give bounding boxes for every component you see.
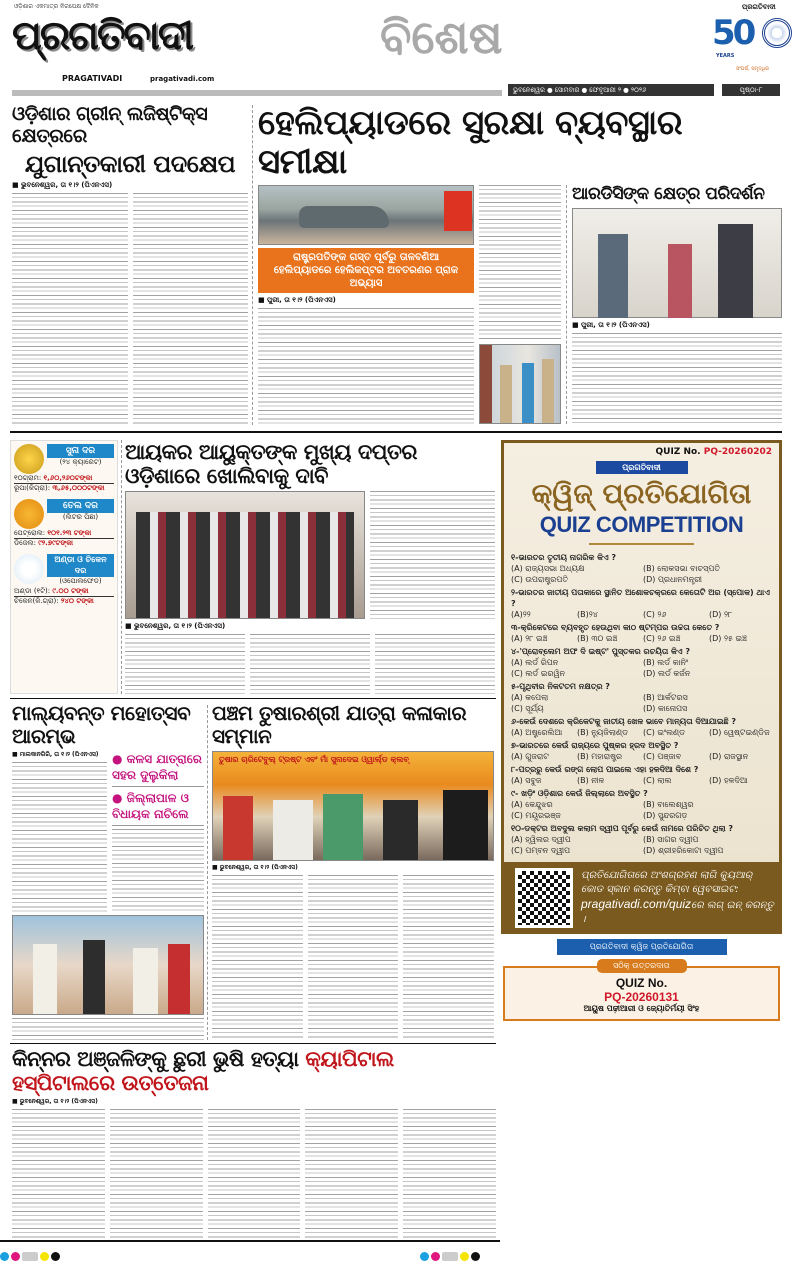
question-text: ୪-'ପ୍ରୋବ୍ଲେମ ଅଫ ଦି ଇଷ୍ଟ' ପୁସ୍ତକର ରଚୟିତା କିଏ ?	[511, 646, 690, 656]
question-text: ୧-ଭାରତର ତୃତୀୟ ନାଗରିକ କିଏ ?	[511, 552, 617, 562]
quiz-option: (D) ୨୫ ଇଞ୍ଚ	[709, 633, 747, 643]
registration-marks	[0, 1246, 62, 1265]
logo-en: PRAGATIVADI	[62, 74, 123, 83]
logo[interactable]: ପ୍ରଗତିବାଦୀ	[12, 13, 193, 59]
headline: ଯୁଗାନ୍ତକାରୀ ପଦକ୍ଷେପ	[24, 149, 236, 178]
dateline: ■ ପୁରୀ, ତା ୧।୨ (ପିଏନଏସ)	[258, 296, 336, 305]
story-tusharashree	[212, 702, 494, 1040]
quiz-option: (D) କାନୋପସ	[643, 703, 688, 713]
story-green-logistics	[12, 104, 248, 424]
headline: ଆରଡିସିଙ୍କ କ୍ଷେତ୍ର ପରିଦର୍ଶନ	[572, 184, 765, 205]
quiz-ribbon: ପ୍ରଗତିବାଦୀ	[596, 461, 688, 474]
quiz-option: (C) ପମ୍ବନ ଦ୍ୱୀପ	[511, 845, 571, 855]
quiz-option: (B) ଆର୍କଟରସ	[643, 692, 688, 702]
quiz-option: (A) ହ୍ୱିଲର ଦ୍ୱୀପ	[511, 834, 571, 844]
quiz-option: (D) ଶ୍ରୀହରିକୋଟା ଦ୍ୱୀପ	[643, 845, 724, 855]
headline: ମାଲ୍ୟବନ୍ତ ମହୋତ୍ସବ ଆରମ୍ଭ	[12, 701, 191, 748]
quiz-question	[511, 681, 772, 714]
oil-price: ତେଲ ଦର (ଲିଟର ପିଛା) ପେଟ୍ରୋଲ: ୧୦୧.୨୩ ଟଙ୍କା ଡିଜେଲ: ୯୨.୭୯ଟଙ୍କା	[14, 499, 114, 549]
story-kinnar-murder	[12, 1047, 496, 1239]
quiz-option: (A) ରାଜ୍ୟସଭା ଅଧ୍ୟକ୍ଷ	[511, 563, 585, 573]
quiz-cta-bar: ପ୍ରତିଯୋଗିତାରେ ଅଂଶଗ୍ରହଣ ଲାଗି କ୍ୟୁଆର୍ କୋଡ ସ୍କାନ କରନ୍ତୁ କିମ୍ବା ୱେବସାଇଟ: pragativadi.com/quizରେ ଲଗ୍ ଇନ୍ କରନ୍ତୁ ।	[501, 862, 782, 934]
quiz-option: (D) ଲର୍ଡ କର୍ଜନ	[643, 668, 691, 678]
question-text: ୩-କ୍ରିକେଟରେ ବ୍ୟବହୃତ ହେଉଥିବା କାଠ ଷ୍ଟମ୍ପର ଉଚ୍ଚତା କେତେ ?	[511, 622, 720, 632]
helicopter-photo	[258, 185, 474, 245]
festival-photo	[12, 915, 204, 1015]
quiz-option: (C) ପଞ୍ଜାବ	[643, 751, 682, 761]
story-malyabanta	[12, 702, 204, 1040]
dateline: ■ ଭୁବନେଶ୍ୱର, ତା ୧।୨ (ପିଏନଏସ)	[12, 181, 113, 190]
dateline: ■ ଭୁବନେଶ୍ୱର, ତା ୧।୨ (ପିଏନଏସ)	[12, 1098, 98, 1106]
question-text: ୨-ଭାରତର ଜାତୀୟ ପତାକାରେ ସ୍ଥାନିତ ଅଶୋକଚକ୍ରରେ କେତୋଟି ଅର (ସ୍ପୋକ) ଥାଏ ?	[511, 587, 770, 608]
quiz-option: (C) ୨୬ ଇଞ୍ଚ	[643, 633, 681, 643]
quiz-option: (C) ମୟୂରଭଞ୍ଜ	[511, 810, 561, 820]
quiz-option: (C) ଇଂଲଣ୍ଡ	[643, 727, 686, 737]
quiz-option: (A) ୨୮ ଇଞ୍ଚ	[511, 633, 548, 643]
quiz-option: (B) ନୀଳ	[577, 775, 605, 785]
story-helipad-security	[258, 104, 782, 424]
dateline: ■ ଭୁବନେଶ୍ୱର, ତା ୧।୨ (ପିଏନଏସ)	[212, 864, 298, 871]
quiz-question	[511, 716, 772, 738]
dateline: ■ ପୁରୀ, ତା ୧।୨ (ପିଏନଏସ)	[572, 320, 650, 329]
story-income-tax	[125, 440, 495, 694]
masthead	[0, 0, 800, 98]
quiz-option: (D) ସୁନ୍ଦରଗଡ଼	[643, 810, 688, 820]
photo-caption: ରାଷ୍ଟ୍ରପତିଙ୍କ ଗସ୍ତ ପୂର୍ବରୁ ତାଳବଣିଆ ହେଲିପ୍ୟାଡରେ ହେଲିକପ୍ଟର ଅବତରଣର ପ୍ରାକ ଅଭ୍ୟାସ	[258, 248, 474, 293]
date-bar: ଭୁବନେଶ୍ୱର ● ସୋମବାର ● ଫେବୃଆରୀ ୨ ● ୨୦୨୬	[508, 84, 714, 96]
quiz-option: (B) ମହାରାଷ୍ଟ୍ର	[577, 751, 623, 761]
quiz-questions	[511, 552, 772, 858]
tagline: ଓଡ଼ିଶାର ଏକମାତ୍ର ନିରପେକ୍ଷ ଦୈନିକ	[14, 3, 99, 10]
quiz-title-en: QUIZ COMPETITION	[539, 512, 744, 538]
quiz-option: (B) ୩୦ ଇଞ୍ଚ	[577, 633, 618, 643]
question-text: ୬-କେଉଁ ଦେଶରେ କ୍ରିକେଟକୁ ଜାତୀୟ ଖେଳ ଭାବେ ମାନ୍ୟତା ଦିଆଯାଇଛି ?	[511, 716, 737, 726]
headline: ପଞ୍ଚମ ତୁଷାରଶ୍ରୀ ଯାତ୍ରା କଳାକାର ସମ୍ମାନ	[212, 701, 467, 748]
question-text: ୭-ଭାରତରେ କେଉଁ ରାଜ୍ୟରେ ପୁଷ୍କର ହ୍ରଦ ଅବସ୍ଥିତ ?	[511, 740, 679, 750]
quiz-question	[511, 788, 772, 821]
quiz-option: (A) କପେଲା	[511, 692, 549, 702]
chicken-icon	[14, 554, 44, 584]
quiz-option: (A) ଲର୍ଡ ରିପନ	[511, 657, 559, 667]
highlight-bullet: ● ଜିଲ୍ଲାପାଳ ଓ ବିଧାୟକ ନାଚିଲେ	[112, 790, 204, 826]
book-release-photo	[125, 491, 365, 619]
quiz-option: (D) ୱେଷ୍ଟଇଣ୍ଡିଜ	[709, 727, 770, 737]
price-box	[10, 440, 118, 694]
quiz-link[interactable]: pragativadi.com/quiz	[581, 896, 692, 911]
emblem-icon	[762, 18, 792, 48]
question-text: ୯- ଖଡ଼ିଂ ଓଡ଼ିଶାର କେଉଁ ଜିଲ୍ଲାରେ ଅବସ୍ଥିତ ?	[511, 788, 648, 798]
quiz-panel: QUIZ No. PQ-20260202 ପ୍ରଗତିବାଦୀ କ୍ୱିଜ୍ ପ୍ରତିଯୋଗିତା QUIZ COMPETITION ୧-ଭାରତର ତୃତୀୟ ନାଗରିକ କିଏ ? (A) ରାଜ୍ୟସଭା ଅଧ୍ୟକ୍ଷ (B) ଲୋକସଭା ବାଚସ୍ପତି (C) ଉପରାଷ୍ଟ୍ରପତି (D) ପ୍ରଧାନମନ୍ତ୍ରୀ ୨-ଭାରତର ଜାତୀୟ ପତାକାରେ ସ୍ଥାନିତ ଅଶୋକଚକ୍ରରେ କେତୋଟି ଅର (ସ୍ପୋକ) ଥାଏ ? (A)୨୨ (B)୨୪ (C) ୨୬ (D) ୨୮ ୩-କ୍ରିକେଟରେ ବ୍ୟବହୃତ ହେଉଥିବା କାଠ ଷ୍ଟମ୍ପର ଉଚ୍ଚତା କେତେ ? (A) ୨୮ ଇଞ୍ଚ (B) ୩୦ ଇଞ୍ଚ (C) ୨୬ ଇଞ୍ଚ (D) ୨୫ ଇଞ୍ଚ ୪-'ପ୍ରୋବ୍ଲେମ ଅଫ ଦି ଇଷ୍ଟ' ପୁସ୍ତକର ରଚୟିତା କିଏ ? (A) ଲର୍ଡ ରିପନ (B) ଲର୍ଡ କାନିଂ (C) ଲର୍ଡ ଇରୱିନ (D) ଲର୍ଡ କର୍ଜନ ୫-ପୃଥିବୀର ନିକଟତମ ନକ୍ଷତ୍ର ? (A) କପେଲା (B) ଆର୍କଟରସ (C) ସୂର୍ଯ୍ୟ (D) କାନୋପସ ୬-କେଉଁ ଦେଶରେ କ୍ରିକେଟକୁ ଜାତୀୟ ଖେଳ ଭାବେ ମାନ୍ୟତା ଦିଆଯାଇଛି ? (A) ଅଷ୍ଟ୍ରେଲିଆ (B) ନ୍ୟୁଜିଲାଣ୍ଡ (C) ଇଂଲଣ୍ଡ (D) ୱେଷ୍ଟଇଣ୍ଡିଜ ୭-ଭାରତରେ କେଉଁ ରାଜ୍ୟରେ ପୁଷ୍କର ହ୍ରଦ ଅବସ୍ଥିତ ? (A) ଗୁଜରାଟ (B) ମହାରାଷ୍ଟ୍ର (C) ପଞ୍ଜାବ (D) ରାଜସ୍ଥାନ ୮-ପତ୍ରରୁ କେଉଁ ରଙ୍ଗ ଲୋପ ପାଇଲେ ଏହା ହଳଦିଆ ଦିଶେ ? (A) ସବୁଜ (B) ନୀଳ (C) ଲାଲ (D) ହଳଦିଆ ୯- ଖଡ଼ିଂ ଓଡ଼ିଶାର କେଉଁ ଜିଲ୍ଲାରେ ଅବସ୍ଥିତ ? (A) କେନ୍ଦୁଝର (B) ବାଲେଶ୍ୱର (C) ମୟୂରଭଞ୍ଜ (D) ସୁନ୍ଦରଗଡ଼ ୧୦-ଡକ୍ଟର ଅବଦୁଲ କଲାମ ଦ୍ୱୀପ ପୂର୍ବରୁ କେଉଁ ନାମରେ ପରିଚିତ ଥିଲା ? (A) ହ୍ୱିଲର ଦ୍ୱୀପ (B) ସାଗର ଦ୍ୱୀପ (C) ପମ୍ବନ ଦ୍ୱୀପ (D) ଶ୍ରୀହରିକୋଟା ଦ୍ୱୀପ	[501, 440, 782, 862]
quiz-option: (A) ଗୁଜରାଟ	[511, 751, 549, 761]
quiz-question	[511, 740, 772, 762]
page-number: ପୃଷ୍ଠା-୮	[722, 84, 780, 96]
quiz-option: (B) ଲର୍ଡ କାନିଂ	[643, 657, 689, 667]
quiz-option: (C) ଲାଲ	[643, 775, 672, 785]
question-text: ୫-ପୃଥିବୀର ନିକଟତମ ନକ୍ଷତ୍ର ?	[511, 681, 610, 691]
headline: ଆୟକର ଆୟୁକ୍ତଙ୍କ ମୁଖ୍ୟ ଦପ୍ତର ଓଡ଼ିଶାରେ ଖୋଲିବାକୁ ଦାବି	[125, 440, 417, 489]
headline: ହେଲିପ୍ୟାଡରେ ସୁରକ୍ଷା ବ୍ୟବସ୍ଥାର ସମୀକ୍ଷା	[258, 103, 683, 183]
quiz-option: (B) ସାଗର ଦ୍ୱୀପ	[643, 834, 699, 844]
headline: ଓଡ଼ିଶାର ଗ୍ରୀନ୍ ଲଜିଷ୍ଟିକ୍ସ କ୍ଷେତ୍ରରେ	[12, 103, 208, 147]
question-text: ୧୦-ଡକ୍ଟର ଅବଦୁଲ କଲାମ ଦ୍ୱୀପ ପୂର୍ବରୁ କେଉଁ ନାମରେ ପରିଚିତ ଥିଲା ?	[511, 823, 734, 833]
dateline: ■ ଭୁବନେଶ୍ୱର, ତା ୧।୨ (ପିଏନଏସ)	[125, 621, 226, 630]
quiz-question	[511, 552, 772, 585]
quiz-option: (C) ୨୬	[643, 609, 667, 619]
question-text: ୮-ପତ୍ରରୁ କେଉଁ ରଙ୍ଗ ଲୋପ ପାଇଲେ ଏହା ହଳଦିଆ ଦିଶେ ?	[511, 764, 699, 774]
winners-section: ପ୍ରଗତିବାଦୀ କ୍ୱିଜ ପ୍ରତିଯୋଗିତା ସଠିକ୍ ଉତ୍ତରଦାତା QUIZ No. PQ-20260131 ଆୟୁଷ ପଢ଼ୀଆରୀ ଓ ଜ୍ୟୋତିର୍ମୟୀ ସିଂହ	[501, 934, 782, 1021]
gold-price: ସୁନା ଦର (୨୪ କ୍ୟାରେଟ) ୧୦ଗ୍ରାମ: ୧,୬୦,୨୬୦ଟଙ୍କା ରୂପା(କିଗ୍ରା): ୩,୬୫,୦୦୦ଟଙ୍କା	[14, 444, 114, 494]
quiz-question	[511, 823, 772, 856]
story-rdc-visit	[572, 185, 782, 424]
headline: କିନ୍ନର ଅଞ୍ଜଳିଙ୍କୁ ଛୁରୀ ଭୁଷି ହତ୍ୟା କ୍ୟାପିଟାଲ ହସ୍ପିଟାଲରେ ଉତ୍ତେଜନା	[12, 1047, 394, 1096]
egg-chicken-price: ଅଣ୍ଡା ଓ ଚିକେନ ଦର (ଓପୋଲଫେଡ) ଅଣ୍ଡା (୧ଟି): ୯.୦୦ ଟଙ୍କା ଚିକେନ(କି.ଗ୍ରା): ୨୪୦ ଟଙ୍କା	[14, 554, 114, 607]
quiz-option: (B) ନ୍ୟୁଜିଲାଣ୍ଡ	[577, 727, 628, 737]
quiz-option: (C) ସୂର୍ଯ୍ୟ	[511, 703, 544, 713]
quiz-option: (D) ରାଜସ୍ଥାନ	[709, 751, 749, 761]
anniversary-logo: ପ୍ରଗତିବାଦୀ 50 YEARS ସଂଘର୍ଷ, ସମୃଦ୍ଧିର	[712, 4, 794, 82]
qr-code[interactable]	[515, 868, 573, 928]
quiz-option: (B)୨୪	[577, 609, 598, 619]
quiz-option: (A) ଅଷ୍ଟ୍ରେଲିଆ	[511, 727, 563, 737]
quiz-option: (A)୨୨	[511, 609, 531, 619]
registration-marks	[420, 1246, 482, 1265]
award-ceremony-photo: ତୁଷାର ଚାରିଟେବୁଲ୍ ଟ୍ରଷ୍ଟ ଏବଂ ମାଁ ସୁନାଦେଇ ଓ୍ୱାର୍ଲ୍ଡ କ୍ଲବ୍	[212, 751, 494, 861]
quiz-option: (D) ୨୮	[709, 609, 733, 619]
highlight-bullet: ● କଳସ ଯାତ୍ରାରେ ସହର ଦୁଲୁକିଲା	[112, 751, 204, 787]
police-photo	[479, 344, 561, 424]
quiz-question	[511, 646, 772, 679]
gold-icon	[14, 444, 44, 474]
quiz-option: (D) ପ୍ରଧାନମନ୍ତ୍ରୀ	[643, 574, 703, 584]
quiz-question	[511, 587, 772, 620]
website[interactable]: pragativadi.com	[150, 75, 215, 83]
rdc-visit-photo	[572, 208, 782, 318]
fuel-pump-icon	[14, 499, 44, 529]
quiz-option: (B) ଲୋକସଭା ବାଚସ୍ପତି	[643, 563, 721, 573]
masthead-rule	[12, 90, 502, 96]
quiz-option: (A) କେନ୍ଦୁଝର	[511, 799, 553, 809]
dateline: ■ ମାଲକାନଗିରି, ତା ୧।୨ (ପିଏନଏସ)	[12, 751, 99, 758]
quiz-option: (D) ହଳଦିଆ	[709, 775, 748, 785]
section-title: ବିଶେଷ	[380, 10, 503, 64]
quiz-option: (A) ସବୁଜ	[511, 775, 542, 785]
quiz-option: (C) ଲର୍ଡ ଇରୱିନ	[511, 668, 566, 678]
quiz-option: (C) ଉପରାଷ୍ଟ୍ରପତି	[511, 574, 569, 584]
quiz-column	[501, 440, 782, 1021]
quiz-question	[511, 764, 772, 786]
quiz-option: (B) ବାଲେଶ୍ୱର	[643, 799, 694, 809]
ornament-divider	[589, 543, 694, 545]
quiz-title-odia: କ୍ୱିଜ୍ ପ୍ରତିଯୋଗିତା	[531, 476, 752, 510]
quiz-question	[511, 622, 772, 644]
